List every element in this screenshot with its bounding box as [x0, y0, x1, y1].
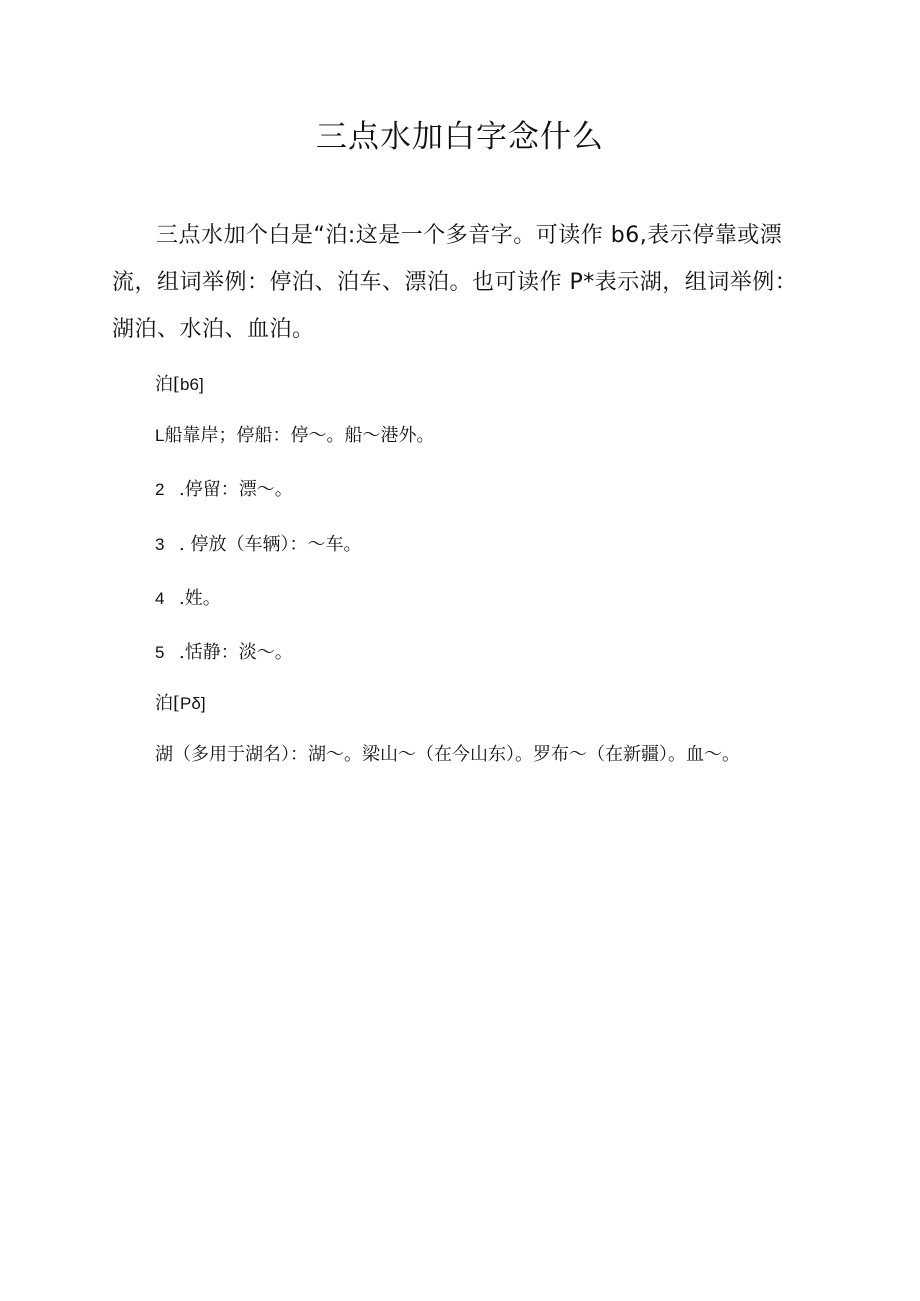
page-title: 三点水加白字念什么 [316, 119, 604, 155]
definition-number: 5 [155, 643, 165, 662]
definition-number: 2 [155, 480, 165, 499]
definition-item [155, 584, 221, 614]
definition-text: .恬静：淡～。 [179, 642, 293, 663]
reading-bracket: [ [173, 374, 181, 395]
reading-heading-po [155, 689, 206, 719]
reading-pinyin: Pδ] [180, 694, 206, 713]
reading-bracket: [ [173, 693, 181, 714]
definition-number: 3 [155, 535, 165, 554]
reading-char: 泊 [155, 374, 173, 395]
definition-text: 船靠岸；停船：停～。船～港外。 [164, 425, 435, 446]
definition-item [155, 638, 293, 668]
definition-text: .停留：漂～。 [179, 479, 293, 500]
definition-item [155, 530, 361, 560]
reading-pinyin: b6] [180, 375, 204, 394]
definition-lake: 湖（多用于湖名）：湖～。梁山～（在今山东）。罗布～（在新疆）。血～。 [155, 744, 740, 765]
definition-text: .姓。 [179, 588, 221, 609]
reading-heading-bo [155, 370, 204, 400]
definition-text: . 停放（车辆）：～车。 [179, 534, 362, 555]
reading-char: 泊 [155, 693, 173, 714]
intro-paragraph: 三点水加个白是“泊:这是一个多音字。可读作 b6,表示停靠或漂流，组词举例：停泊、泊车、漂泊。也可读作 P*表示湖，组词举例：湖泊、水泊、血泊。 [112, 223, 798, 342]
definition-number: 4 [155, 589, 165, 608]
definition-number: L [155, 426, 165, 445]
definition-item [155, 475, 293, 505]
definition-item [155, 421, 434, 451]
